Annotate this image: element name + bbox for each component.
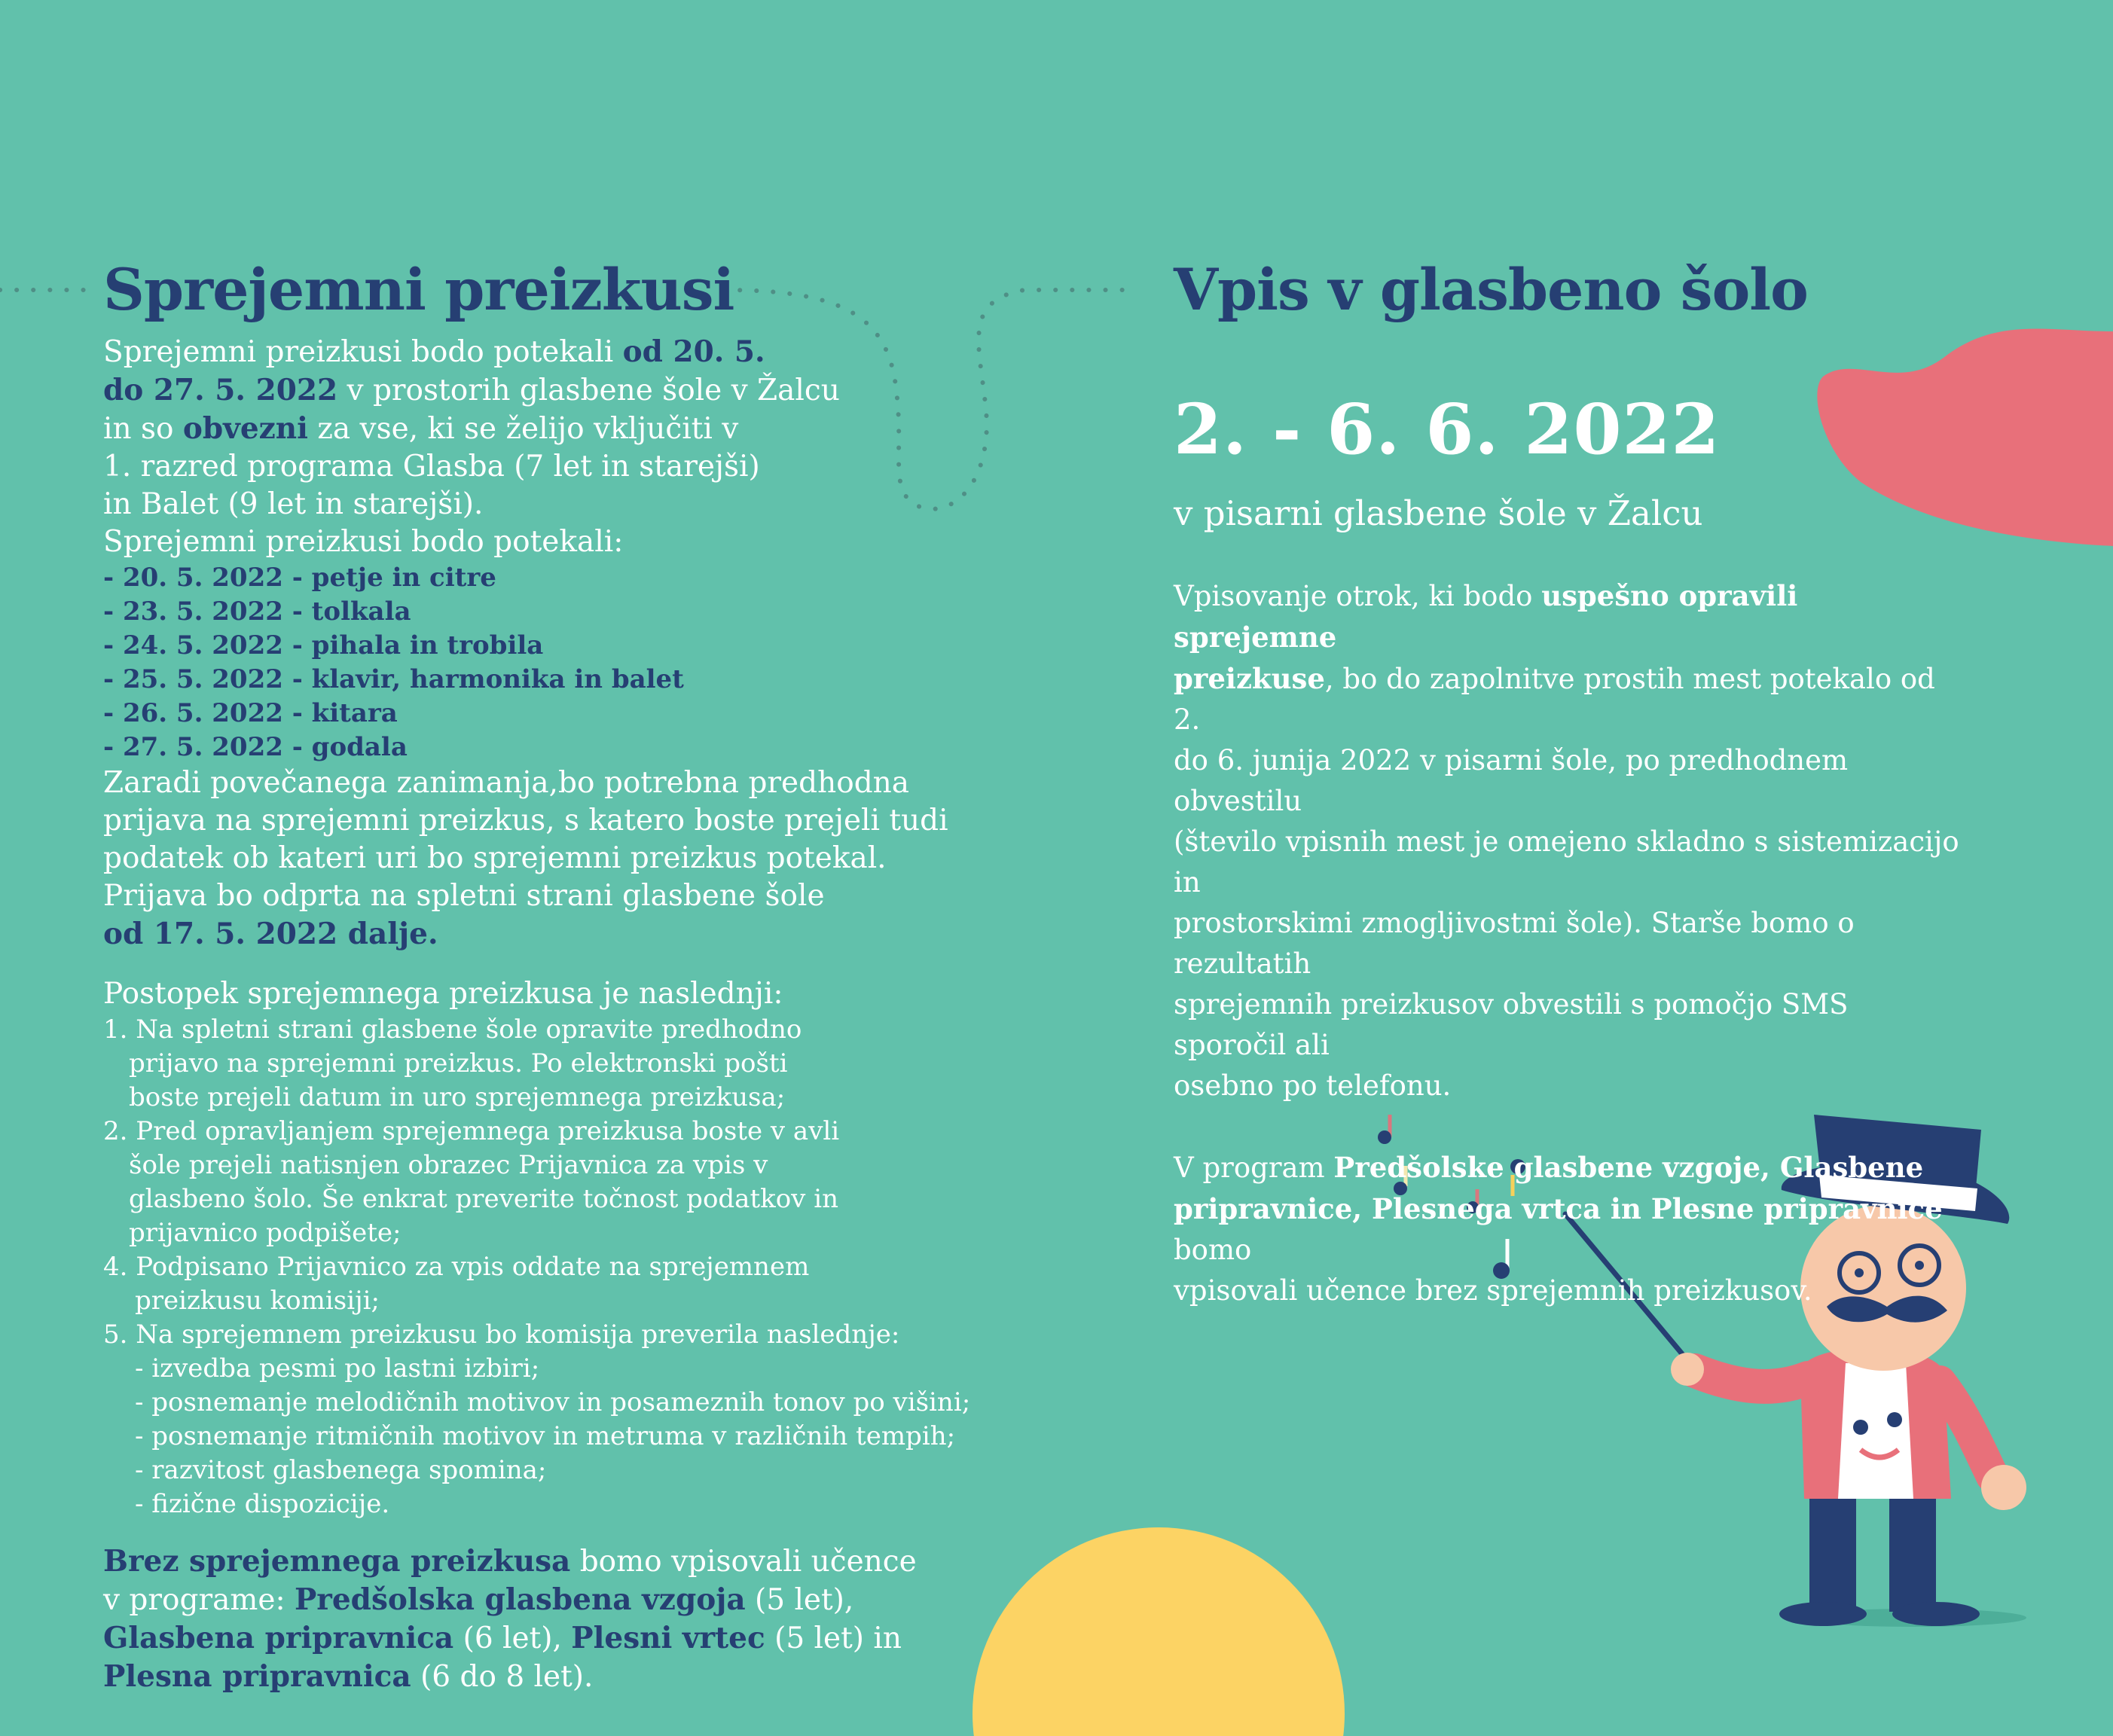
procedure-line: glasbeno šolo. Še enkrat preverite točnost podatkov in <box>129 1184 838 1214</box>
enrollment-place: v pisarni glasbene šole v Žalcu <box>1174 493 1703 533</box>
procedure-title: Postopek sprejemnega preizkusa je naslednji: <box>103 977 783 1011</box>
intro-text: Sprejemni preizkusi bodo potekali: <box>103 525 624 559</box>
procedure-line: 5. Na sprejemnem preizkusu bo komisija preverila naslednje: <box>103 1320 900 1350</box>
schedule-item: - 26. 5. 2022 - kitara <box>103 698 398 728</box>
procedure-line: 1. Na spletni strani glasbene šole opravite predhodno <box>103 1014 802 1045</box>
registration-date: od 17. 5. 2022 dalje. <box>103 917 438 951</box>
program-age: (5 let) in <box>765 1622 902 1655</box>
interest-paragraph <box>103 764 1007 953</box>
intro-text: 1. razred programa Glasba (7 let in starejši) <box>103 450 760 484</box>
enrollment-paragraph <box>1174 575 1965 1106</box>
procedure-check: - izvedba pesmi po lastni izbiri; <box>135 1353 540 1384</box>
schedule-item: - 24. 5. 2022 - pihala in trobila <box>103 630 544 661</box>
intro-text: Sprejemni preizkusi bodo potekali <box>103 335 623 369</box>
intro-text: za vse, ki se želijo vključiti v <box>307 412 739 446</box>
interest-text: Zaradi povečanega zanimanja,bo potrebna predhodna <box>103 766 910 800</box>
enrollment-text: osebno po telefonu. <box>1174 1069 1452 1102</box>
right-column <box>1174 389 1965 1311</box>
procedure-line: 4. Podpisano Prijavnico za vpis oddate na sprejemnem <box>103 1252 810 1282</box>
program-age: (5 let), <box>745 1583 854 1617</box>
procedure-line: 2. Pred opravljanjem sprejemnega preizkusa boste v avli <box>103 1116 840 1146</box>
enrollment-emphasis: uspešno opravili sprejemne <box>1174 579 1798 654</box>
procedure-section <box>103 975 1007 1521</box>
program-age: (6 let), <box>453 1622 572 1655</box>
programs-emphasis: Predšolske glasbene vzgoje, Glasbene <box>1333 1151 1924 1184</box>
programs-paragraph <box>1174 1147 1965 1311</box>
without-exam-text: bomo vpisovali učence <box>570 1545 917 1579</box>
intro-date-end: do 27. 5. 2022 <box>103 373 338 407</box>
program-name: Predšolska glasbena vzgoja <box>294 1582 746 1617</box>
without-exam-text: v programe: <box>103 1583 295 1617</box>
enrollment-date: 2. - 6. 6. 2022 <box>1174 389 1721 470</box>
procedure-check: - posnemanje melodičnih motivov in posameznih tonov po višini; <box>135 1387 971 1417</box>
interest-text: prijava na sprejemni preizkus, s katero boste prejeli tudi <box>103 804 948 837</box>
intro-paragraph <box>103 333 1007 561</box>
without-exam-label: Brez sprejemnega preizkusa <box>103 1544 571 1579</box>
left-column <box>103 333 1007 1696</box>
enrollment-text: prostorskimi zmogljivostmi šole). Starše bomo o rezultatih <box>1174 907 1855 980</box>
procedure-line: prijavo na sprejemni preizkus. Po elektronski pošti <box>129 1048 788 1079</box>
program-name: Glasbena pripravnica <box>103 1621 454 1655</box>
schedule-item: - 20. 5. 2022 - petje in citre <box>103 563 496 593</box>
procedure-line: šole prejeli natisnjen obrazec Prijavnica za vpis v <box>129 1150 768 1180</box>
without-exam-paragraph <box>103 1542 1007 1696</box>
procedure-check: - fizične dispozicije. <box>135 1489 390 1519</box>
enrollment-text: (število vpisnih mest je omejeno skladno s sistemizacijo in <box>1174 825 1959 899</box>
schedule-item: - 23. 5. 2022 - tolkala <box>103 596 411 627</box>
procedure-line: prijavnico podpišete; <box>129 1218 402 1248</box>
enrollment-text: do 6. junija 2022 v pisarni šole, po predhodnem obvestilu <box>1174 744 1849 817</box>
program-name: Plesni vrtec <box>571 1621 765 1655</box>
schedule-list <box>103 561 1007 764</box>
intro-mandatory: obvezni <box>182 411 308 446</box>
programs-emphasis: pripravnice, Plesnega vrtca in Plesne pripravnice <box>1174 1192 1943 1225</box>
intro-text: in so <box>103 412 183 446</box>
yellow-circle <box>973 1527 1345 1736</box>
schedule-item: - 25. 5. 2022 - klavir, harmonika in balet <box>103 664 684 694</box>
procedure-line: boste prejeli datum in uro sprejemnega preizkusa; <box>129 1082 786 1112</box>
procedure-check: - posnemanje ritmičnih motivov in metruma v različnih tempih; <box>135 1421 956 1451</box>
programs-text: bomo <box>1174 1234 1252 1266</box>
programs-text: V program <box>1174 1152 1334 1184</box>
enrollment-text: Vpisovanje otrok, ki bodo <box>1174 580 1542 612</box>
enrollment-text: sprejemnih preizkusov obvestili s pomočjo SMS sporočil ali <box>1174 988 1849 1061</box>
procedure-line: preizkusu komisiji; <box>135 1286 380 1316</box>
program-age: (6 do 8 let). <box>411 1660 594 1694</box>
left-title: Sprejemni preizkusi <box>103 256 734 323</box>
right-title: Vpis v glasbeno šolo <box>1174 256 1808 323</box>
schedule-item: - 27. 5. 2022 - godala <box>103 732 408 762</box>
interest-text: Prijava bo odprta na spletni strani glasbene šole <box>103 879 825 913</box>
programs-text: vpisovali učence brez sprejemnih preizkusov. <box>1174 1274 1812 1307</box>
enrollment-text: , bo do zapolnitve prostih mest potekalo od 2. <box>1174 663 1935 736</box>
intro-text: v prostorih glasbene šole v Žalcu <box>337 374 840 407</box>
procedure-check: - razvitost glasbenega spomina; <box>135 1455 547 1485</box>
program-name: Plesna pripravnica <box>103 1659 411 1694</box>
intro-text: in Balet (9 let in starejši). <box>103 487 484 521</box>
intro-date-start: od 20. 5. <box>622 334 765 369</box>
interest-text: podatek ob kateri uri bo sprejemni preizkus potekal. <box>103 841 887 875</box>
enrollment-emphasis: preizkuse <box>1174 662 1325 695</box>
